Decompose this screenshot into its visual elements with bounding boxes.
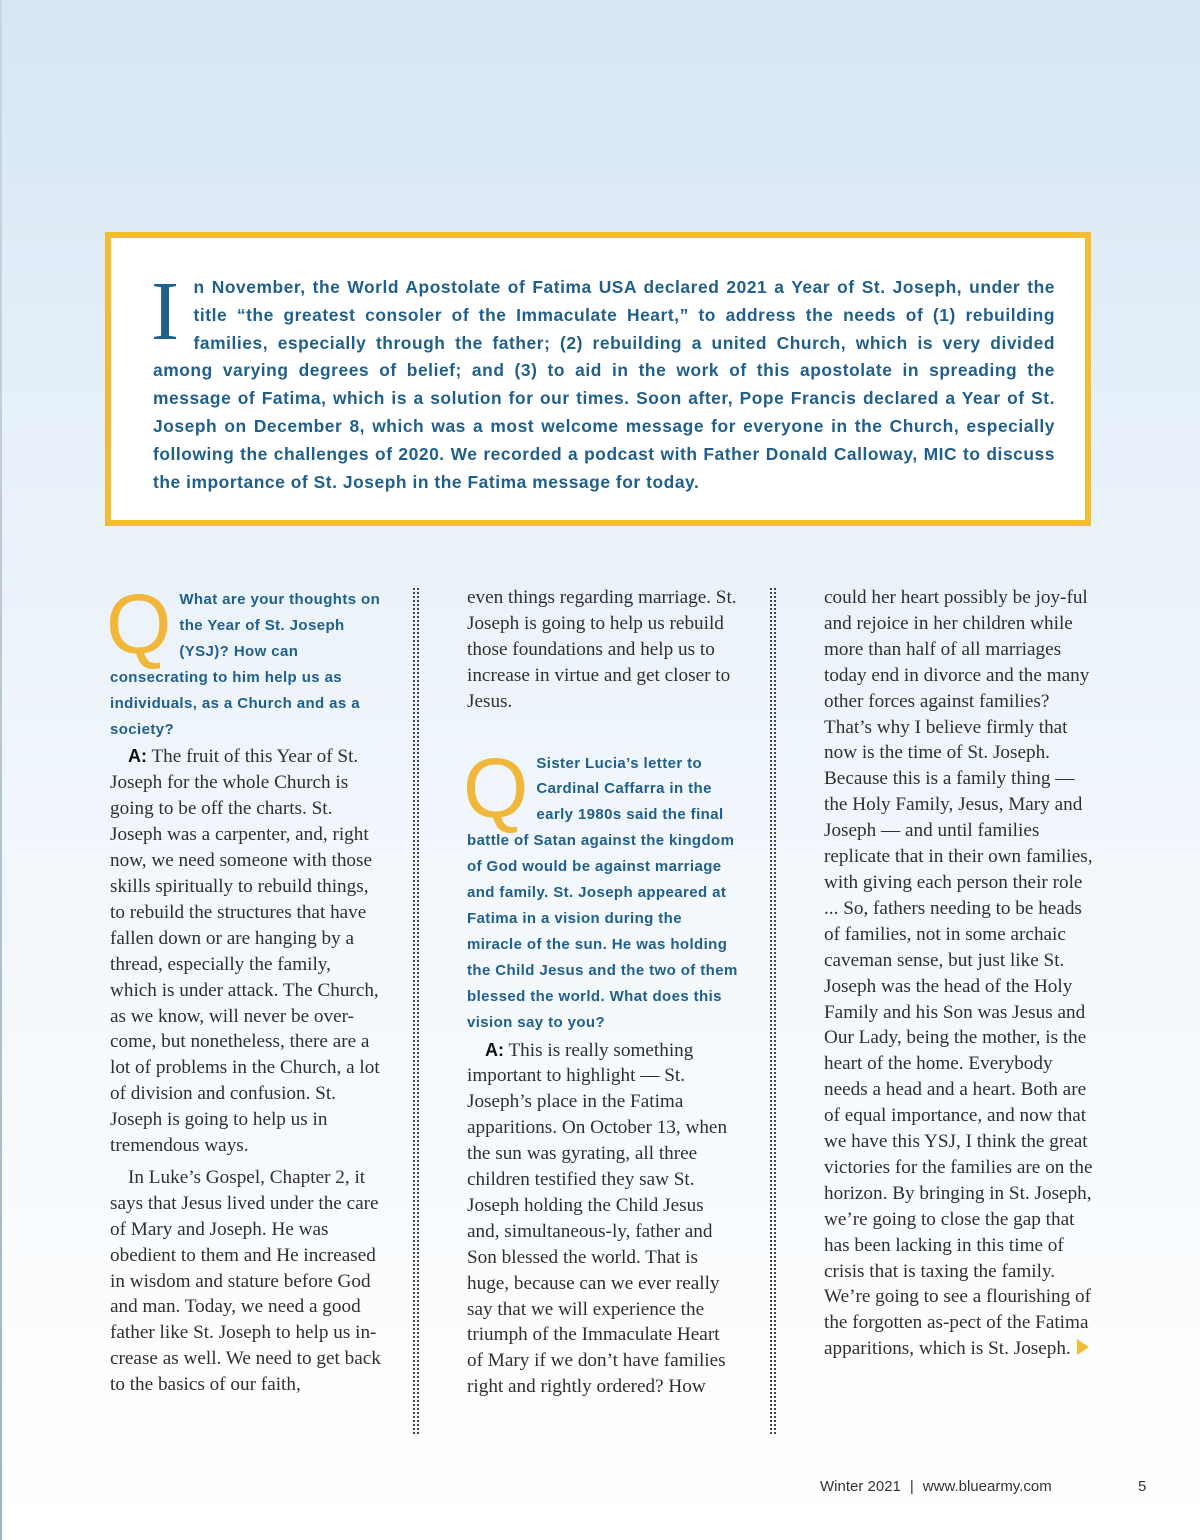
answer-1-paragraph-2: [110, 1165, 382, 1398]
answer-2-label: A:: [485, 1039, 504, 1060]
answer-1-continued-text: even things regarding marriage. St. Joseph is going to help us rebuild those foundations and help us to increase in virtue and get closer to Jesus.: [467, 587, 737, 712]
answer-1-text: The fruit of this Year of St. Joseph for the whole Church is going to be off the charts. St. Joseph was a carpenter, and, right now, we need someone with those skills spiritually to rebuild things, to rebuild the structures that have fallen down or are hanging by a thread, especially the family, which is under attack. The Church, as we know, will never be over-come, but nonetheless, there are a lot of problems in the Church, a lot of division and confusion. St. Joseph is going to help us in tremendous ways.: [110, 746, 380, 1157]
intro-dropcap: I: [151, 265, 180, 358]
column-divider-1: [413, 588, 419, 1434]
answer-1-text-2: In Luke’s Gospel, Chapter 2, it says that Jesus lived under the care of Mary and Joseph. He was obedient to them and He increased in wisdom and stature before God and man. Today, we need a good father like St. Joseph to help us in-crease as well. We need to get back to the basics of our faith,: [110, 1166, 381, 1396]
column-1: [106, 577, 382, 1398]
footer-separator: |: [909, 1478, 914, 1495]
answer-1-paragraph: [110, 744, 382, 1159]
answer-2-continued-text: could her heart possibly be joy-ful and rejoice in her children while more than half of all marriages today end in divorce and the many other forces against families? That’s why I believe firmly that now is the time of St. Joseph. Because this is a family thing — the Holy Family, Jesus, Mary and Joseph — and until families replicate that in their own families, with giving each person their role ... So, fathers needing to be heads of families, not in some archaic caveman sense, but just like St. Joseph was the head of the Holy Family and his Son was Jesus and Our Lady, being the mother, is the heart of the home. Everybody needs a head and a heart. Both are of equal importance, and now that we have this YSJ, I think the great victories for the families are on the horizon. By bringing in St. Joseph, we’re going to close the gap that has been lacking in this time of crisis that is taxing the family. We’re going to see a flourishing of the forgotten as-pect of the Fatima apparitions, which is St. Joseph.: [824, 587, 1093, 1360]
intro-text: n November, the World Apostolate of Fatima USA declared 2021 a Year of St. Joseph, under the title “the greatest consoler of the Immaculate Heart,” to address the needs of (1) rebuilding families, especially through the father; (2) rebuilding a united Church, which is very divided among varying degrees of belief; and (3) to aid in the work of this apostolate in spreading the message of Fatima, which is a solution for our times. Soon after, Pope Francis declared a Year of St. Joseph on December 8, which was a most welcome message for everyone in the Church, especially following the challenges of 2020. We recorded a podcast with Father Donald Calloway, MIC to discuss the importance of St. Joseph in the Fatima message for today.: [153, 277, 1055, 492]
question-1-dropcap: Q: [106, 577, 172, 671]
answer-2-paragraph: [467, 1038, 739, 1401]
answer-1-label: A:: [128, 746, 147, 767]
question-2-dropcap: Q: [463, 740, 529, 835]
answer-1-continued: [467, 585, 739, 715]
column-2: [463, 585, 739, 1400]
intro-paragraph: [151, 265, 1055, 496]
column-divider-2: [770, 588, 776, 1434]
page-edge: [0, 0, 2, 1540]
question-1-text: What are your thoughts on the Year of St. Joseph (YSJ)? How can consecrating to him help us as individuals, as a Church and as a society?: [110, 591, 381, 738]
intro-box: [105, 232, 1091, 526]
question-2-block: [463, 740, 739, 1036]
question-2-text: Sister Lucia’s letter to Cardinal Caffarra in the early 1980s said the final battle of Satan against the kingdom of God would be against marriage and family. St. Joseph appeared at Fatima in a vision during the miracle of the sun. He was holding the Child Jesus and the two of them blessed the world. What does this vision say to you?: [467, 754, 738, 1031]
continue-arrow-icon: [1077, 1339, 1089, 1355]
footer-issue-line: [820, 1478, 1150, 1495]
page-number: 5: [1138, 1478, 1147, 1495]
question-1-block: [106, 577, 382, 742]
spacer: [467, 715, 739, 741]
footer-issue: Winter 2021: [820, 1478, 901, 1495]
footer-website[interactable]: www.bluearmy.com: [922, 1478, 1052, 1495]
column-3: [824, 585, 1096, 1362]
answer-2-continued: [824, 585, 1096, 1362]
answer-2-text: This is really something important to highlight — St. Joseph’s place in the Fatima apparitions. On October 13, when the sun was gyrating, all three children testified they saw St. Joseph holding the Child Jesus and, simultaneous-ly, father and Son blessed the world. That is huge, because can we ever really say that we will experience the triumph of the Immaculate Heart of Mary if we don’t have families right and rightly ordered? How: [467, 1039, 728, 1398]
